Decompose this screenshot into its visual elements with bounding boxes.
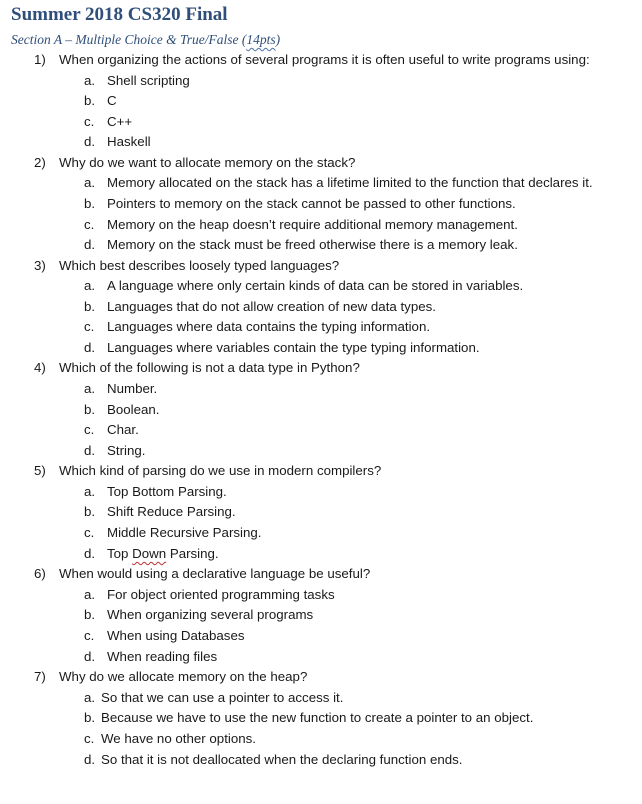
question-number: 5): [34, 463, 46, 478]
option-text: A language where only certain kinds of data can be stored in variables.: [107, 278, 524, 293]
section-prefix: Section A – Multiple Choice & True/False (: [11, 32, 247, 47]
option-letter: b.: [84, 93, 96, 108]
option-letter: a.: [84, 381, 96, 396]
question-text: Why do we want to allocate memory on the stack?: [59, 155, 356, 170]
option-letter: d.: [84, 237, 96, 252]
option-text: Memory on the stack must be freed otherwise there is a memory leak.: [107, 237, 518, 252]
question-text: Why do we allocate memory on the heap?: [59, 669, 308, 684]
option-letter: c.: [84, 628, 95, 643]
option-letter: a.: [84, 73, 96, 88]
question-text: When would using a declarative language be useful?: [59, 566, 371, 581]
option-text: Middle Recursive Parsing.: [107, 525, 262, 540]
option-text: Memory allocated on the stack has a lifetime limited to the function that declares it.: [107, 175, 593, 190]
option-text: Because we have to use the new function to create a pointer to an object.: [101, 710, 534, 725]
option-letter: b.: [84, 299, 96, 314]
spellcheck-word: Down: [132, 546, 167, 561]
option-text: When organizing several programs: [107, 607, 314, 622]
question-number: 3): [34, 258, 46, 273]
question-number: 2): [34, 155, 46, 170]
question-text: Which of the following is not a data type in Python?: [59, 360, 360, 375]
question-text: Which kind of parsing do we use in modern compilers?: [59, 463, 382, 478]
option-letter: b.: [84, 607, 96, 622]
option-letter: c.: [84, 422, 95, 437]
option-letter: b.: [84, 196, 96, 211]
option-text: For object oriented programming tasks: [107, 587, 335, 602]
option-text: We have no other options.: [101, 731, 256, 746]
option-text: Boolean.: [107, 402, 160, 417]
section-heading: [11, 32, 280, 48]
option-letter: a.: [84, 690, 96, 705]
option-text: Haskell: [107, 134, 151, 149]
option-text-post: Parsing.: [166, 546, 219, 561]
question-number: 1): [34, 52, 46, 67]
option-text: Languages that do not allow creation of new data types.: [107, 299, 436, 314]
option-letter: a.: [84, 175, 96, 190]
option-text: When using Databases: [107, 628, 245, 643]
option-letter: c.: [84, 731, 95, 746]
option-letter: d.: [84, 134, 96, 149]
option-text: So that we can use a pointer to access it.: [101, 690, 344, 705]
question-text: When organizing the actions of several programs it is often useful to write programs using:: [59, 52, 590, 67]
option-text: Top Bottom Parsing.: [107, 484, 227, 499]
option-text-pre: Top: [107, 546, 133, 561]
option-text: Number.: [107, 381, 158, 396]
option-letter: d.: [84, 443, 96, 458]
section-suffix: ): [275, 32, 281, 47]
option-text: Memory on the heap doesn’t require additional memory management.: [107, 217, 518, 232]
question-number: 4): [34, 360, 46, 375]
option-letter: a.: [84, 278, 96, 293]
option-text: [107, 545, 219, 563]
question-text: Which best describes loosely typed languages?: [59, 258, 340, 273]
section-points: 14pts: [246, 32, 276, 47]
option-text: String.: [107, 443, 146, 458]
option-letter: d.: [84, 649, 96, 664]
option-letter: b.: [84, 504, 96, 519]
option-text: Shell scripting: [107, 73, 190, 88]
option-letter: d.: [84, 546, 96, 561]
question-number: 7): [34, 669, 46, 684]
option-letter: a.: [84, 484, 96, 499]
option-letter: c.: [84, 114, 95, 129]
option-text: Pointers to memory on the stack cannot be passed to other functions.: [107, 196, 516, 211]
option-text: Languages where data contains the typing information.: [107, 319, 431, 334]
option-text: Char.: [107, 422, 139, 437]
question-number: 6): [34, 566, 46, 581]
option-text: C: [107, 93, 117, 108]
option-letter: d.: [84, 340, 96, 355]
option-text: So that it is not deallocated when the declaring function ends.: [101, 752, 463, 767]
option-letter: d.: [84, 752, 96, 767]
option-letter: a.: [84, 587, 96, 602]
option-letter: c.: [84, 525, 95, 540]
option-letter: b.: [84, 402, 96, 417]
option-text: Languages where variables contain the type typing information.: [107, 340, 480, 355]
option-text: When reading files: [107, 649, 218, 664]
option-text: C++: [107, 114, 133, 129]
option-text: Shift Reduce Parsing.: [107, 504, 236, 519]
page-title: Summer 2018 CS320 Final: [11, 4, 228, 25]
option-letter: c.: [84, 217, 95, 232]
option-letter: b.: [84, 710, 96, 725]
option-letter: c.: [84, 319, 95, 334]
